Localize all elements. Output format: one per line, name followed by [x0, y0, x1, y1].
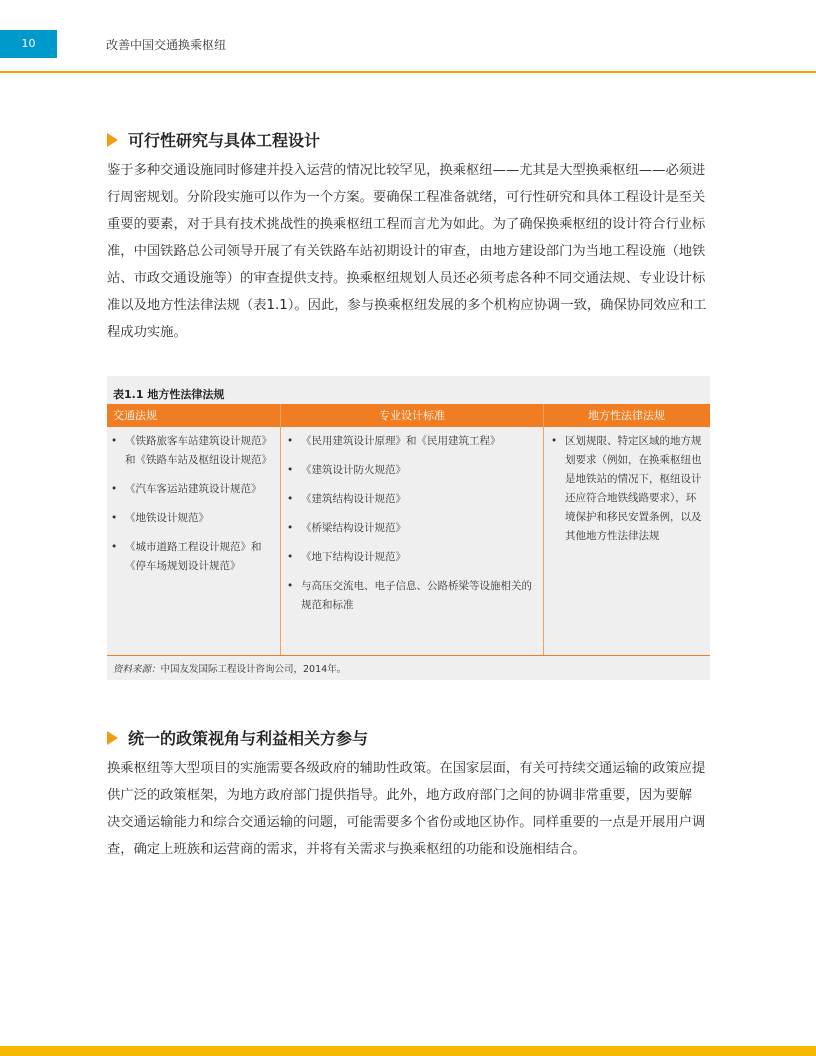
footer-bar [0, 1046, 816, 1056]
list-item: • 《地铁设计规范》 [111, 512, 209, 524]
table-source-note [113, 661, 346, 675]
page-number: 10 [0, 30, 57, 58]
section-heading-feasibility [107, 128, 320, 151]
header-rule [0, 71, 816, 73]
paragraph-line: 准，中国铁路总公司领导开展了有关铁路车站初期设计的审查，由地方建设部门为当地工程设施（地铁 [107, 244, 706, 259]
list-item: • 区划规限、特定区域的地方规划要求（例如，在换乘枢纽也是地铁站的情况下，枢纽设计还应符合地铁线路要求），环境保护和移民安置条例，以及其他地方性法律法规 [551, 435, 702, 542]
list-item: • 《建筑结构设计规范》 [287, 493, 406, 505]
table-cell-transport [107, 432, 275, 586]
paragraph-line: 程成功实施。 [107, 325, 187, 340]
paragraph-line: 查，确定上班族和运营商的需求，并将有关需求与换乘枢纽的功能和设施相结合。 [107, 842, 586, 857]
list-item: • 《民用建筑设计原理》和《民用建筑工程》 [287, 435, 501, 447]
list-item: • 《城市道路工程设计规范》和《停车场规划设计规范》 [111, 541, 262, 572]
paragraph-line: 换乘枢纽等大型项目的实施需要各级政府的辅助性政策。在国家层面，有关可持续交通运输的政策应提 [107, 761, 706, 776]
section-heading-text: 统一的政策视角与利益相关方参与 [128, 729, 369, 748]
page-header [0, 0, 816, 72]
section-heading-policy [107, 726, 368, 749]
source-label: 资料来源： [113, 664, 161, 675]
table-bottom-rule [107, 655, 710, 656]
triangle-bullet-icon [107, 731, 118, 745]
paragraph-line: 鉴于多种交通设施同时修建并投入运营的情况比较罕见，换乘枢纽——尤其是大型换乘枢纽——必须进 [107, 163, 706, 178]
paragraph-line: 站、市政交通设施等）的审查提供支持。换乘枢纽规划人员还必须考虑各种不同交通法规、专业设计标 [107, 271, 706, 286]
table-cell-design [283, 432, 535, 625]
list-item: • 与高压交流电、电子信息、公路桥梁等设施相关的规范和标准 [287, 580, 532, 611]
column-divider [543, 404, 544, 655]
section-heading-text: 可行性研究与具体工程设计 [128, 131, 321, 150]
section2-paragraph [107, 755, 710, 863]
list-item: • 《汽车客运站建筑设计规范》 [111, 483, 262, 495]
section1-paragraph [107, 157, 710, 346]
list-item: • 《桥梁结构设计规范》 [287, 522, 406, 534]
column-divider [280, 404, 281, 655]
running-title: 改善中国交通换乘枢纽 [106, 38, 227, 52]
table-header-transport: 交通法规 [113, 409, 157, 422]
paragraph-line: 决交通运输能力和综合交通运输的问题，可能需要多个省份或地区协作。同样重要的一点是开展用户调 [107, 815, 706, 830]
paragraph-line: 供广泛的政策框架，为地方政府部门提供指导。此外，地方政府部门之间的协调非常重要，因为要解 [107, 788, 693, 803]
source-text: 中国友发国际工程设计咨询公司，2014年。 [160, 664, 347, 675]
paragraph-line: 重要的要素，对于具有技术挑战性的换乘枢纽工程而言尤为如此。为了确保换乘枢纽的设计符合行业标 [107, 217, 706, 232]
list-item: • 《地下结构设计规范》 [287, 551, 406, 563]
list-item: • 《铁路旅客车站建筑设计规范》和《铁路车站及枢纽设计规范》 [111, 435, 272, 466]
list-item: • 《建筑设计防火规范》 [287, 464, 406, 476]
table-cell-local [547, 432, 705, 556]
table-caption: 表1.1 地方性法律法规 [113, 388, 225, 401]
paragraph-line: 行周密规划。分阶段实施可以作为一个方案。要确保工程准备就绪，可行性研究和具体工程设计是至关 [107, 190, 706, 205]
triangle-bullet-icon [107, 133, 118, 147]
table-header-local: 地方性法律法规 [588, 409, 665, 422]
table-header-design: 专业设计标准 [379, 409, 445, 422]
table-header-row [107, 404, 710, 427]
paragraph-line: 准以及地方性法律法规（表1.1）。因此，参与换乘枢纽发展的多个机构应协调一致，确保协同效应和工 [107, 298, 707, 313]
regulations-table [107, 376, 710, 680]
